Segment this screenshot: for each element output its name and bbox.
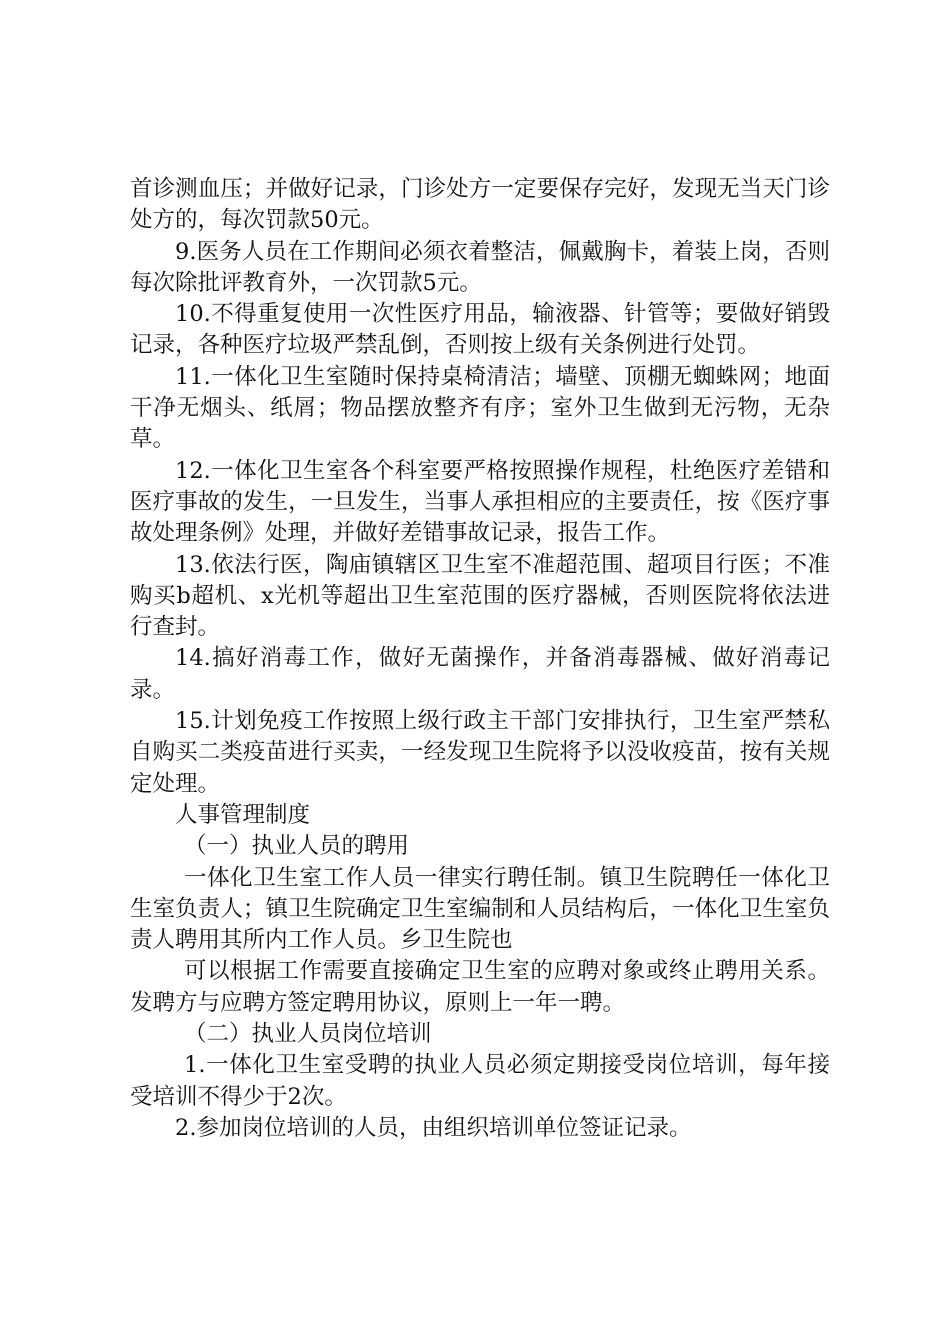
paragraph-item-11: 11.一体化卫生室随时保持桌椅清洁；墙壁、顶棚无蜘蛛网；地面干净无烟头、纸屑；物品摆放整齐有序；室外卫生做到无污物，无杂草。 [130, 363, 830, 453]
section-heading-personnel: 人事管理制度 [175, 801, 311, 828]
paragraph-training-2: 2.参加岗位培训的人员，由组织培训单位签证记录。 [175, 1114, 692, 1141]
subsection-heading-hiring: （一）执业人员的聘用 [184, 833, 410, 860]
paragraph-item-10: 10.不得重复使用一次性医疗用品，输液器、针管等；要做好销毁记录，各种医疗垃圾严禁乱倒，否则按上级有关条例进行处罚。 [130, 301, 830, 359]
paragraph-continuation: 首诊测血压；并做好记录，门诊处方一定要保存完好，发现无当天门诊处方的，每次罚款50元。 [130, 176, 830, 234]
document-body [130, 174, 830, 1144]
paragraph-item-15: 15.计划免疫工作按照上级行政主干部门安排执行，卫生室严禁私自购买二类疫苗进行买卖，一经发现卫生院将予以没收疫苗，按有关规定处理。 [130, 708, 830, 797]
subsection-heading-training: （二）执业人员岗位培训 [184, 1021, 432, 1048]
paragraph-hiring-2: 可以根据工作需要直接确定卫生室的应聘对象或终止聘用关系。发聘方与应聘方签定聘用协议，原则上一年一聘。 [130, 958, 830, 1016]
paragraph-item-9: 9.医务人员在工作期间必须衣着整洁，佩戴胸卡，着装上岗，否则每次除批评教育外，一次罚款5元。 [130, 238, 830, 296]
paragraph-training-1: 1.一体化卫生室受聘的执业人员必须定期接受岗位培训，每年接受培训不得少于2次。 [130, 1052, 830, 1110]
paragraph-item-13: 13.依法行医，陶庙镇辖区卫生室不准超范围、超项目行医；不准购买b超机、x光机等超出卫生室范围的医疗器械，否则医院将依法进行查封。 [130, 551, 830, 641]
paragraph-item-14: 14.搞好消毒工作，做好无菌操作，并备消毒器械、做好消毒记录。 [130, 645, 830, 703]
paragraph-item-12: 12.一体化卫生室各个科室要严格按照操作规程，杜绝医疗差错和医疗事故的发生，一旦发生，当事人承担相应的主要责任，按《医疗事故处理条例》处理，并做好差错事故记录，报告工作。 [130, 457, 830, 547]
paragraph-hiring-1: 一体化卫生室工作人员一律实行聘任制。镇卫生院聘任一体化卫生室负责人；镇卫生院确定卫生室编制和人员结构后，一体化卫生室负责人聘用其所内工作人员。乡卫生院也 [130, 864, 830, 954]
